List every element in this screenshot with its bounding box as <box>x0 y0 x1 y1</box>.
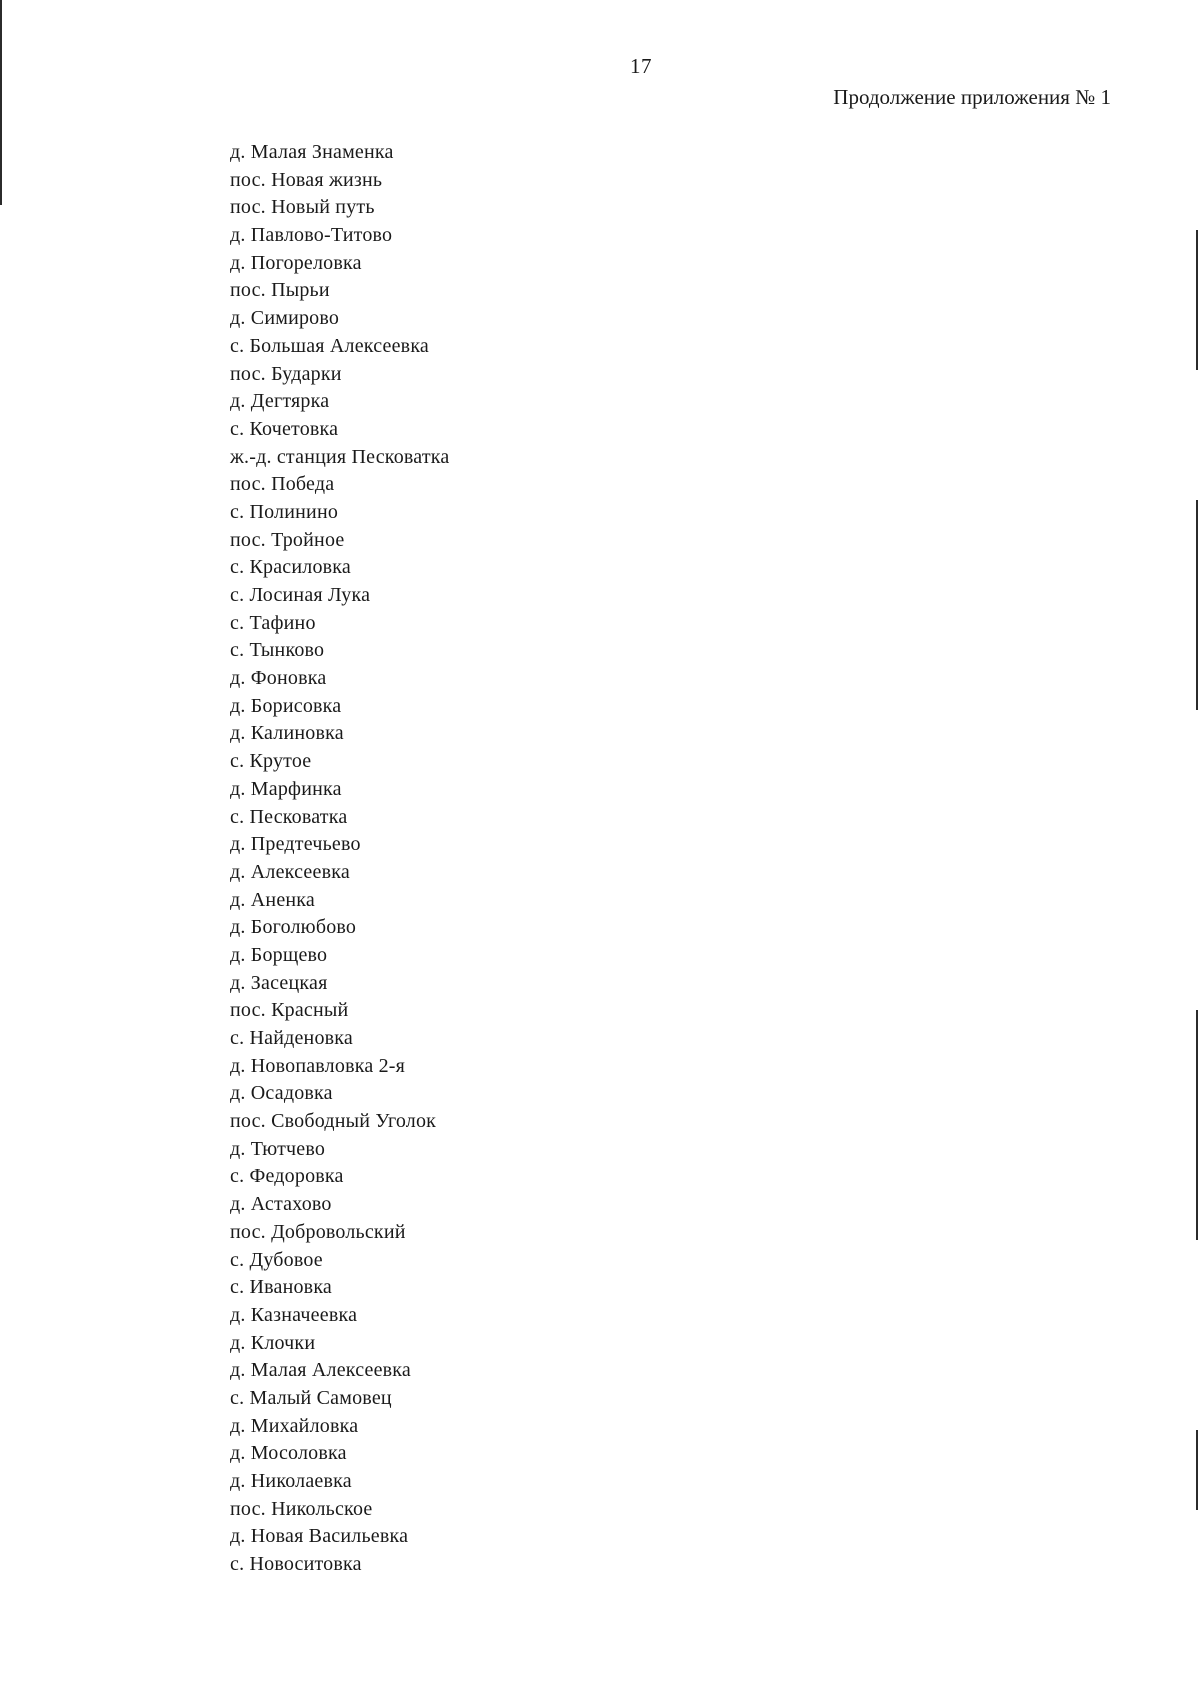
settlement-item: пос. Свободный Уголок <box>230 1110 437 1133</box>
settlement-item: пос. Новая жизнь <box>230 168 383 191</box>
page-number: 17 <box>630 54 652 78</box>
scan-edge-right <box>1196 1430 1198 1510</box>
settlement-item: д. Борщево <box>230 943 328 966</box>
settlement-item: д. Фоновка <box>230 667 327 690</box>
settlement-item: д. Борисовка <box>230 694 342 717</box>
settlement-list <box>230 139 449 1579</box>
settlement-item: пос. Бударки <box>230 362 342 385</box>
settlement-item: пос. Пырьи <box>230 279 330 302</box>
settlement-item: д. Осадовка <box>230 1082 333 1105</box>
settlement-item: с. Красиловка <box>230 556 351 579</box>
settlement-item: д. Засецкая <box>230 971 328 994</box>
settlement-item: с. Ивановка <box>230 1276 333 1299</box>
settlement-item: д. Марфинка <box>230 777 342 800</box>
settlement-item: д. Михайловка <box>230 1414 359 1437</box>
settlement-item: д. Алексеевка <box>230 860 350 883</box>
settlement-item: пос. Никольское <box>230 1497 373 1520</box>
settlement-item: д. Боголюбово <box>230 916 357 939</box>
settlement-item: пос. Новый путь <box>230 196 375 219</box>
settlement-item: д. Николаевка <box>230 1470 352 1492</box>
settlement-item: с. Тафино <box>230 611 316 634</box>
settlement-item: д. Павлово-Титово <box>230 224 393 247</box>
appendix-continuation-note: Продолжение приложения № 1 <box>833 85 1111 109</box>
settlement-item: д. Дегтярка <box>230 390 330 413</box>
settlement-item: с. Кочетовка <box>230 417 339 440</box>
settlement-item: д. Новопавловка 2-я <box>230 1054 406 1077</box>
settlement-item: с. Песковатка <box>230 805 348 828</box>
settlement-item: д. Клочки <box>230 1331 316 1354</box>
settlement-item: д. Калиновка <box>230 722 344 745</box>
settlement-item: ж.-д. станция Песковатка <box>230 445 450 468</box>
settlement-item: с. Крутое <box>230 750 312 773</box>
settlement-item: д. Тютчево <box>230 1137 326 1160</box>
settlement-item: пос. Красный <box>230 999 349 1022</box>
settlement-item: д. Новая Васильевка <box>230 1525 409 1548</box>
settlement-item: с. Большая Алексеевка <box>230 334 430 357</box>
settlement-item: с. Федоровка <box>230 1165 344 1188</box>
settlement-item: с. Найденовка <box>230 1027 353 1049</box>
settlement-item: с. Дубовое <box>230 1248 323 1271</box>
settlement-item: д. Аненка <box>230 888 315 911</box>
settlement-item: с. Новоситовка <box>230 1553 362 1576</box>
settlement-item: д. Казначеевка <box>230 1303 358 1326</box>
settlement-item: д. Предтечьево <box>230 833 361 856</box>
scan-edge-right <box>1196 500 1198 710</box>
settlement-item: д. Малая Алексеевка <box>230 1359 411 1382</box>
settlement-item: пос. Победа <box>230 473 335 496</box>
settlement-item: д. Погореловка <box>230 251 362 274</box>
settlement-item: д. Астахово <box>230 1193 332 1216</box>
scan-edge-left <box>0 0 2 205</box>
settlement-item: пос. Тройное <box>230 528 345 551</box>
settlement-item: с. Малый Самовец <box>230 1386 392 1409</box>
settlement-item: с. Лосиная Лука <box>230 584 371 606</box>
settlement-item: пос. Добровольский <box>230 1220 406 1243</box>
scan-edge-right <box>1196 230 1198 370</box>
settlement-item: с. Тынково <box>230 639 325 662</box>
settlement-item: д. Мосоловка <box>230 1442 347 1465</box>
settlement-item: с. Полинино <box>230 500 339 523</box>
scan-edge-right <box>1196 1010 1198 1240</box>
settlement-item: д. Симирово <box>230 307 340 330</box>
settlement-item: д. Малая Знаменка <box>230 141 394 163</box>
